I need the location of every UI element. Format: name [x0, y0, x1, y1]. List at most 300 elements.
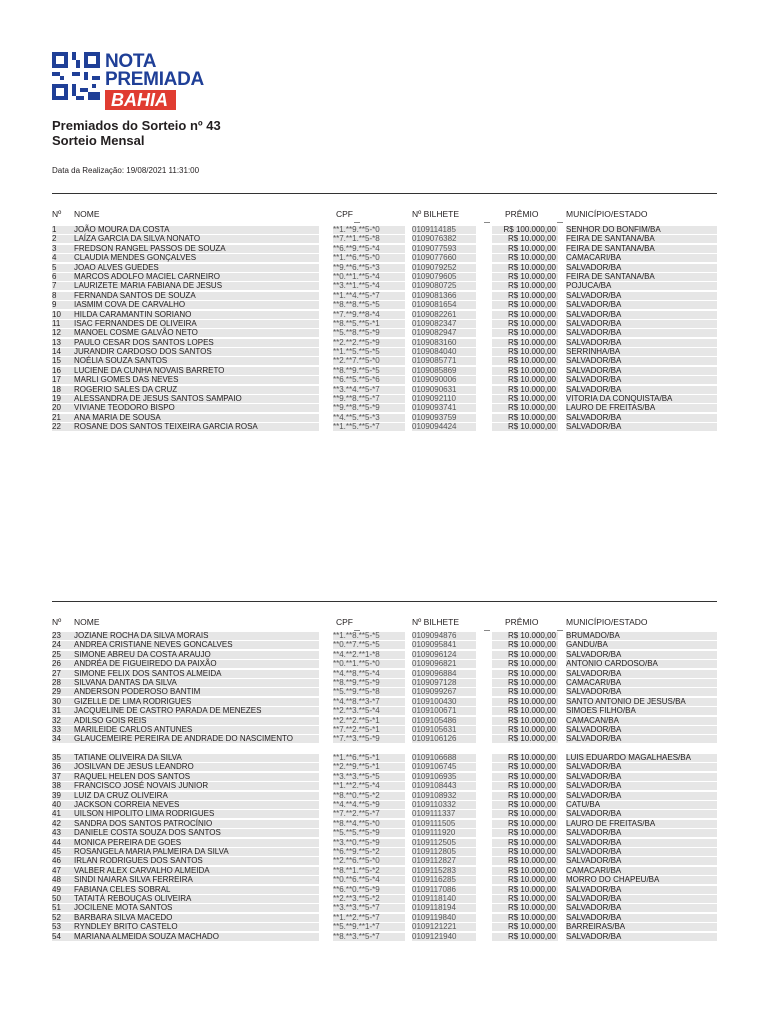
ticket-number: 0109105631 [412, 724, 457, 734]
prize-value: R$ 10.000,00 [507, 696, 556, 706]
municipality: SALVADOR/BA [566, 649, 622, 659]
winner-name: IRLAN RODRIGUES DOS SANTOS [74, 856, 203, 866]
prize-value: R$ 10.000,00 [507, 659, 556, 669]
prize-value: R$ 10.000,00 [507, 781, 556, 791]
ticket-number: 0109097128 [412, 677, 457, 687]
table-body-2 [52, 631, 717, 941]
municipality: SALVADOR/BA [566, 724, 622, 734]
cpf-masked: **1.**5.**5-*7 [333, 422, 380, 432]
row-number: 6 [52, 271, 57, 281]
cpf-masked: **2.**9.**5-*1 [333, 762, 380, 772]
prize-value: R$ 10.000,00 [507, 875, 556, 885]
row-number: 10 [52, 309, 61, 319]
cpf-masked: **6.**5.**5-*6 [333, 375, 380, 385]
municipality: POJUCA/BA [566, 281, 612, 291]
prize-value: R$ 10.000,00 [507, 318, 556, 328]
cpf-masked: **0.**7.**5-*5 [333, 640, 380, 650]
table-row [52, 319, 717, 328]
municipality: CATU/BA [566, 800, 601, 810]
table-row [52, 253, 717, 262]
winner-name: FRANCISCO JOSÉ NOVAIS JUNIOR [74, 781, 209, 791]
prize-value: R$ 10.000,00 [507, 753, 556, 763]
row-number: 14 [52, 347, 61, 357]
municipality: GANDU/BA [566, 640, 608, 650]
cpf-masked: **1.**8.**5-*5 [333, 631, 380, 640]
row-number: 51 [52, 903, 61, 913]
cpf-masked: **7.**1.**5-*8 [333, 234, 380, 244]
row-number: 13 [52, 337, 61, 347]
cpf-masked: **1.**4.**5-*7 [333, 290, 380, 300]
ticket-number: 0109111920 [412, 828, 456, 838]
cpf-masked: **1.**5.**5-*5 [333, 347, 380, 357]
cpf-masked: **2.**2.**5-*9 [333, 337, 380, 347]
ticket-number: 0109115283 [412, 865, 456, 875]
row-number: 34 [52, 734, 61, 744]
winner-name: PAULO CESAR DOS SANTOS LOPES [74, 337, 214, 347]
row-number: 2 [52, 234, 57, 244]
municipality: SALVADOR/BA [566, 422, 622, 432]
table-body-1 [52, 225, 717, 432]
table-row [52, 347, 717, 356]
row-number: 17 [52, 375, 61, 385]
divider-top [52, 193, 717, 194]
winner-name: MONICA PEREIRA DE GOES [74, 837, 182, 847]
table-row [52, 753, 717, 762]
winner-name: SANDRA DOS SANTOS PATROCÍNIO [74, 818, 213, 828]
cpf-masked: **8.**8.**5-*5 [333, 300, 380, 310]
ticket-number: 0109108443 [412, 781, 457, 791]
winner-name: ANA MARIA DE SOUSA [74, 412, 161, 422]
row-number: 45 [52, 847, 61, 856]
winner-name: MARCOS ADOLFO MACIEL CARNEIRO [74, 271, 220, 281]
table-header-2 [52, 617, 717, 629]
winner-name: ANDERSON PODEROSO BANTIM [74, 687, 201, 697]
winner-name: JACKSON CORREIA NEVES [74, 800, 180, 810]
prize-value: R$ 10.000,00 [507, 375, 556, 385]
prize-value: R$ 10.000,00 [507, 403, 556, 413]
col-num: Nº [52, 617, 62, 627]
winner-name: ANDREA CRISTIANE NEVES GONCALVES [74, 640, 233, 650]
table-row [52, 263, 717, 272]
cpf-masked: **7.**9.**8-*4 [333, 309, 380, 319]
table-row [52, 772, 717, 781]
row-number: 15 [52, 356, 61, 366]
municipality: SALVADOR/BA [566, 375, 622, 385]
municipality: FEIRA DE SANTANA/BA [566, 271, 655, 281]
qr-code-icon [52, 52, 100, 100]
winner-name: NOÉLIA SOUZA SANTOS [74, 356, 168, 366]
municipality: SALVADOR/BA [566, 734, 622, 744]
table-row [52, 687, 717, 696]
ticket-number: 0109092110 [412, 394, 456, 404]
col-name: NOME [74, 209, 100, 219]
municipality: LAURO DE FREITAS/BA [566, 403, 656, 413]
municipality: SALVADOR/BA [566, 837, 622, 847]
prize-value: R$ 10.000,00 [507, 234, 556, 244]
row-number: 42 [52, 818, 61, 828]
cpf-masked: **5.**9.**5-*8 [333, 687, 380, 697]
row-number: 32 [52, 715, 61, 725]
col-cpf: CPF [336, 617, 353, 627]
prize-value: R$ 10.000,00 [507, 922, 556, 932]
municipality: SALVADOR/BA [566, 300, 622, 310]
municipality: SALVADOR/BA [566, 790, 622, 800]
table-row [52, 838, 717, 847]
cpf-masked: **5.**5.**5-*9 [333, 828, 380, 838]
winner-name: JOZIANE ROCHA DA SILVA MORAIS [74, 631, 209, 640]
cpf-masked: **6.**9.**5-*4 [333, 243, 380, 253]
ticket-number: 0109096884 [412, 668, 457, 678]
winner-name: TATIANE OLIVEIRA DA SILVA [74, 753, 182, 763]
cpf-masked: **9.**8.**5-*9 [333, 403, 380, 413]
ticket-number: 0109106745 [412, 762, 457, 772]
table-row [52, 640, 717, 649]
table-row [52, 706, 717, 715]
cpf-masked: **2.**3.**5-*2 [333, 893, 380, 903]
cpf-masked: **2.**6.**5-*0 [333, 856, 380, 866]
cpf-masked: **1.**6.**5-*0 [333, 253, 380, 263]
table-row [52, 725, 717, 734]
winner-name: ANDRÉA DE FIGUEIREDO DA PAIXÃO [74, 659, 217, 669]
row-number: 3 [52, 243, 57, 253]
winner-name: FABIANA CELES SOBRAL [74, 884, 171, 894]
table-row [52, 631, 717, 640]
prize-value: R$ 10.000,00 [507, 931, 556, 941]
cpf-masked: **2.**2.**5-*1 [333, 715, 380, 725]
ticket-number: 0109079605 [412, 271, 457, 281]
cpf-masked: **1.**2.**5-*4 [333, 781, 380, 791]
winner-name: BARBARA SILVA MACEDO [74, 912, 173, 922]
prize-value: R$ 10.000,00 [507, 281, 556, 291]
municipality: SALVADOR/BA [566, 828, 622, 838]
cpf-masked: **3.**3.**5-*7 [333, 903, 380, 913]
prize-value: R$ 100.000,00 [503, 225, 556, 234]
cpf-masked: **1.**9.**5-*0 [333, 225, 380, 234]
table-row [52, 697, 717, 706]
prize-value: R$ 10.000,00 [507, 912, 556, 922]
ticket-number: 0109106688 [412, 753, 457, 763]
cpf-masked: **4.**2.**1-*8 [333, 649, 380, 659]
cpf-masked: **1.**6.**5-*1 [333, 753, 380, 763]
cpf-masked: **3.**1.**5-*4 [333, 281, 380, 291]
ticket-number: 0109082261 [412, 309, 457, 319]
table-row [52, 234, 717, 243]
row-number: 53 [52, 922, 61, 932]
table-row [52, 716, 717, 725]
table-row [52, 366, 717, 375]
cpf-masked: **8.**9.**5-*9 [333, 677, 380, 687]
winner-name: MARLI GOMES DAS NEVES [74, 375, 179, 385]
table-row [52, 894, 717, 903]
prize-value: R$ 10.000,00 [507, 677, 556, 687]
col-ticket: Nº BILHETE [412, 209, 460, 219]
prize-value: R$ 10.000,00 [507, 384, 556, 394]
row-number: 28 [52, 677, 61, 687]
ticket-number: 0109084040 [412, 347, 457, 357]
ticket-number: 0109108932 [412, 790, 457, 800]
table-row [52, 932, 717, 941]
municipality: SALVADOR/BA [566, 384, 622, 394]
table-row [52, 394, 717, 403]
municipality: BRUMADO/BA [566, 631, 620, 640]
ticket-number: 0109082947 [412, 328, 457, 338]
municipality: SALVADOR/BA [566, 668, 622, 678]
table-row [52, 422, 717, 431]
winner-name: SINDI NAIARA SILVA FERREIRA [74, 875, 193, 885]
winner-name: ROGERIO SALES DA CRUZ [74, 384, 178, 394]
row-number: 8 [52, 290, 57, 300]
winner-name: JOCILENE MOTA SANTOS [74, 903, 173, 913]
winner-name: ISAC FERNANDES DE OLIVEIRA [74, 318, 197, 328]
winner-name: DANIELE COSTA SOUZA DOS SANTOS [74, 828, 221, 838]
municipality: SALVADOR/BA [566, 762, 622, 772]
cpf-masked: **6.**9.**5-*2 [333, 847, 380, 856]
cpf-masked: **3.**0.**5-*9 [333, 837, 380, 847]
row-number: 50 [52, 893, 61, 903]
row-number: 49 [52, 884, 61, 894]
winner-name: RAQUEL HELEN DOS SANTOS [74, 771, 191, 781]
row-number: 37 [52, 771, 61, 781]
row-number: 21 [52, 412, 61, 422]
municipality: CAMACARI/BA [566, 677, 622, 687]
prize-value: R$ 10.000,00 [507, 790, 556, 800]
ticket-number: 0109082347 [412, 318, 457, 328]
municipality: SALVADOR/BA [566, 318, 622, 328]
table-row [52, 338, 717, 347]
ticket-number: 0109112505 [412, 837, 456, 847]
ticket-number: 0109096821 [412, 659, 457, 669]
municipality: MORRO DO CHAPEU/BA [566, 875, 660, 885]
cpf-masked: **8.**4.**5-*0 [333, 818, 380, 828]
col-prize: PRÊMIO [505, 209, 539, 219]
cpf-masked: **4.**4.**5-*9 [333, 800, 380, 810]
table-row [52, 375, 717, 384]
table-row [52, 244, 717, 253]
table-row [52, 819, 717, 828]
row-number: 29 [52, 687, 61, 697]
row-number: 46 [52, 856, 61, 866]
winner-name: GIZELLE DE LIMA RODRIGUES [74, 696, 192, 706]
row-number: 20 [52, 403, 61, 413]
winner-name: IASMIM COVA DE CARVALHO [74, 300, 186, 310]
municipality: ANTONIO CARDOSO/BA [566, 659, 658, 669]
cpf-masked: **3.**3.**5-*5 [333, 771, 380, 781]
ticket-number: 0109077660 [412, 253, 457, 263]
ticket-number: 0109100430 [412, 696, 457, 706]
table-row [52, 300, 717, 309]
prize-value: R$ 10.000,00 [507, 893, 556, 903]
row-number: 40 [52, 800, 61, 810]
municipality: SALVADOR/BA [566, 337, 622, 347]
row-number: 9 [52, 300, 57, 310]
ticket-number: 0109121940 [412, 931, 457, 941]
row-number: 4 [52, 253, 57, 263]
prize-value: R$ 10.000,00 [507, 734, 556, 744]
winner-name: SILVANA DANTAS DA SILVA [74, 677, 177, 687]
winner-name: SIMONE ABREU DA COSTA ARAUJO [74, 649, 211, 659]
table-header-1 [52, 209, 717, 221]
ticket-number: 0109096124 [412, 649, 457, 659]
row-number: 44 [52, 837, 61, 847]
cpf-masked: **8.**9.**5-*5 [333, 365, 380, 375]
cpf-masked: **8.**0.**5-*2 [333, 790, 380, 800]
cpf-masked: **7.**2.**5-*1 [333, 724, 380, 734]
page-title: Premiados do Sorteio nº 43 [52, 118, 221, 133]
winner-name: JOAO ALVES GUEDES [74, 262, 159, 272]
municipality: LAURO DE FREITAS/BA [566, 818, 656, 828]
ticket-number: 0109100671 [412, 706, 457, 716]
cpf-masked: **8.**1.**5-*2 [333, 865, 380, 875]
cpf-masked: **9.**8.**5-*7 [333, 394, 380, 404]
cpf-masked: **2.**3.**5-*4 [333, 706, 380, 716]
table-row [52, 281, 717, 290]
prize-value: R$ 10.000,00 [507, 365, 556, 375]
winner-name: ROSANGELA MARIA PALMEIRA DA SILVA [74, 847, 229, 856]
municipality: BARREIRAS/BA [566, 922, 626, 932]
ticket-number: 0109114185 [412, 225, 456, 234]
col-num: Nº [52, 209, 62, 219]
row-number: 41 [52, 809, 61, 819]
ticket-number: 0109106935 [412, 771, 457, 781]
municipality: FEIRA DE SANTANA/BA [566, 243, 655, 253]
prize-value: R$ 10.000,00 [507, 884, 556, 894]
prize-value: R$ 10.000,00 [507, 649, 556, 659]
prize-value: R$ 10.000,00 [507, 243, 556, 253]
col-city: MUNICÍPIO/ESTADO [566, 617, 648, 627]
ticket-number: 0109116285 [412, 875, 456, 885]
municipality: SENHOR DO BONFIM/BA [566, 225, 661, 234]
ticket-number: 0109105486 [412, 715, 457, 725]
table-row [52, 903, 717, 912]
winner-name: LAURIZETE MARIA FABIANA DE JESUS [74, 281, 223, 291]
ticket-number: 0109081654 [412, 300, 457, 310]
winner-name: MARIANA ALMEIDA SOUZA MACHADO [74, 931, 219, 941]
cpf-masked: **0.**1.**5-*0 [333, 659, 380, 669]
table-row [52, 809, 717, 818]
cpf-masked: **9.**6.**5-*3 [333, 262, 380, 272]
ticket-number: 0109111337 [412, 809, 456, 819]
winner-name: LAÍZA GARCIA DA SILVA NONATO [74, 234, 201, 244]
municipality: SANTO ANTONIO DE JESUS/BA [566, 696, 686, 706]
ticket-number: 0109112805 [412, 847, 456, 856]
table-row [52, 678, 717, 687]
ticket-number: 0109118194 [412, 903, 456, 913]
ticket-number: 0109106126 [412, 734, 457, 744]
municipality: CAMACARI/BA [566, 865, 622, 875]
prize-value: R$ 10.000,00 [507, 809, 556, 819]
row-number: 38 [52, 781, 61, 791]
table-row [52, 856, 717, 865]
table-row [52, 800, 717, 809]
table-row [52, 385, 717, 394]
winner-name: JACQUELINE DE CASTRO PARADA DE MENEZES [74, 706, 262, 716]
municipality: FEIRA DE SANTANA/BA [566, 234, 655, 244]
ticket-number: 0109112827 [412, 856, 456, 866]
logo-word-premiada: PREMIADA [105, 69, 204, 90]
row-number: 12 [52, 328, 61, 338]
cpf-masked: **1.**2.**5-*7 [333, 912, 380, 922]
ticket-number: 0109118140 [412, 893, 456, 903]
municipality: SALVADOR/BA [566, 356, 622, 366]
ticket-number: 0109090631 [412, 384, 457, 394]
row-number: 18 [52, 384, 61, 394]
prize-value: R$ 10.000,00 [507, 640, 556, 650]
municipality: SALVADOR/BA [566, 931, 622, 941]
cpf-masked: **4.**8.**5-*4 [333, 668, 380, 678]
ticket-number: 0109119840 [412, 912, 456, 922]
table-row [52, 669, 717, 678]
table-row [52, 922, 717, 931]
col-prize: PRÊMIO [505, 617, 539, 627]
table-row [52, 403, 717, 412]
cpf-masked: **4.**5.**5-*3 [333, 412, 380, 422]
row-number: 48 [52, 875, 61, 885]
ticket-number: 0109076382 [412, 234, 457, 244]
ticket-number: 0109094876 [412, 631, 457, 640]
prize-value: R$ 10.000,00 [507, 631, 556, 640]
municipality: SALVADOR/BA [566, 856, 622, 866]
prize-value: R$ 10.000,00 [507, 818, 556, 828]
municipality: SALVADOR/BA [566, 903, 622, 913]
prize-value: R$ 10.000,00 [507, 394, 556, 404]
row-number: 54 [52, 931, 61, 941]
cpf-masked: **0.**6.**5-*4 [333, 875, 380, 885]
cpf-masked: **2.**7.**5-*0 [333, 356, 380, 366]
row-number: 52 [52, 912, 61, 922]
ticket-number: 0109121221 [412, 922, 457, 932]
ticket-number: 0109077593 [412, 243, 457, 253]
prize-value: R$ 10.000,00 [507, 668, 556, 678]
cpf-masked: **6.**0.**5-*9 [333, 884, 380, 894]
cpf-masked: **3.**4.**5-*7 [333, 384, 380, 394]
winner-name: JURANDIR CARDOSO DOS SANTOS [74, 347, 212, 357]
municipality: LUIS EDUARDO MAGALHAES/BA [566, 753, 691, 763]
prize-value: R$ 10.000,00 [507, 347, 556, 357]
winner-name: VALBER ALEX CARVALHO ALMEIDA [74, 865, 210, 875]
ticket-number: 0109083160 [412, 337, 457, 347]
table-row [52, 413, 717, 422]
municipality: SALVADOR/BA [566, 328, 622, 338]
municipality: SALVADOR/BA [566, 847, 622, 856]
table-row [52, 272, 717, 281]
row-number: 23 [52, 631, 61, 640]
prize-value: R$ 10.000,00 [507, 865, 556, 875]
ticket-number: 0109079252 [412, 262, 457, 272]
table-row [52, 875, 717, 884]
municipality: SALVADOR/BA [566, 781, 622, 791]
cpf-masked: **7.**3.**5-*9 [333, 734, 380, 744]
prize-value: R$ 10.000,00 [507, 903, 556, 913]
table-row [52, 791, 717, 800]
col-cpf: CPF [336, 209, 353, 219]
cpf-masked: **5.**8.**5-*9 [333, 328, 380, 338]
municipality: SALVADOR/BA [566, 893, 622, 903]
table-row [52, 762, 717, 771]
winner-name: HILDA CARAMANTIN SORIANO [74, 309, 192, 319]
winner-name: MARILEIDE CARLOS ANTUNES [74, 724, 193, 734]
table-row [52, 847, 717, 856]
table-row [52, 781, 717, 790]
winner-name: JOÃO MOURA DA COSTA [74, 225, 170, 234]
col-ticket: Nº BILHETE [412, 617, 460, 627]
cpf-masked: **4.**8.**3-*7 [333, 696, 380, 706]
row-number: 30 [52, 696, 61, 706]
ticket-number: 0109117086 [412, 884, 456, 894]
ticket-number: 0109080725 [412, 281, 457, 291]
prize-value: R$ 10.000,00 [507, 309, 556, 319]
winner-name: CLAUDIA MENDES GONÇALVES [74, 253, 197, 263]
ticket-number: 0109085771 [412, 356, 457, 366]
